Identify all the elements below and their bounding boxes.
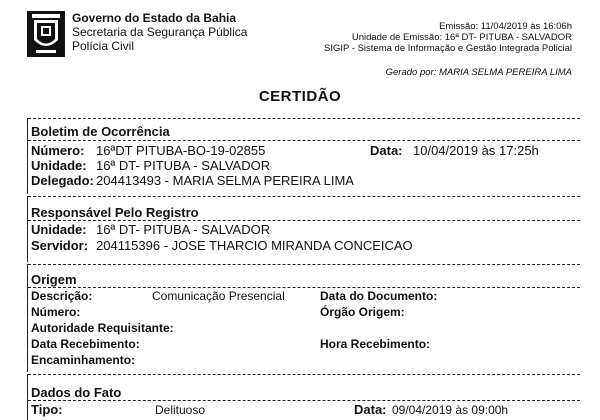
responsavel-unit: 16ª DT- PITUBA - SALVADOR bbox=[96, 222, 271, 237]
servidor-name: 204115396 - JOSE THARCIO MIRANDA CONCEICAO bbox=[96, 238, 413, 253]
boletim-section-title: Boletim de Ocorrência bbox=[31, 124, 170, 139]
emission-datetime: Emissão: 11/04/2019 às 16:06h bbox=[439, 21, 572, 32]
header-secretariat: Secretaria da Segurança Pública bbox=[72, 25, 248, 39]
sigip-system: SIGIP - Sistema de Informação e Gestão Integrada Policial bbox=[323, 43, 572, 54]
fato-section-title: Dados do Fato bbox=[31, 385, 122, 400]
descricao-label: Descrição: bbox=[31, 289, 93, 303]
data-recebimento-label: Data Recebimento: bbox=[31, 337, 140, 351]
boletim-date: 10/04/2019 às 17:25h bbox=[413, 143, 539, 158]
fato-data-label: Data: bbox=[354, 402, 387, 417]
boletim-unit: 16ª DT- PITUBA - SALVADOR bbox=[96, 158, 271, 173]
section-divider bbox=[28, 287, 580, 288]
unidade-label: Unidade: bbox=[31, 222, 87, 237]
section-divider bbox=[28, 140, 580, 141]
section-border bbox=[27, 118, 28, 194]
section-divider bbox=[28, 220, 580, 221]
data-documento-label: Data do Documento: bbox=[320, 289, 438, 303]
servidor-label: Servidor: bbox=[31, 238, 89, 253]
section-divider bbox=[28, 196, 580, 197]
section-divider bbox=[28, 118, 580, 119]
section-border bbox=[27, 374, 28, 420]
document-title: CERTIDÃO bbox=[258, 88, 342, 105]
tipo-label: Tipo: bbox=[31, 402, 63, 417]
boletim-number: 16ªDT PITUBA-BO-19-02855 bbox=[96, 143, 266, 158]
fato-type: Delituoso bbox=[155, 403, 206, 417]
encaminhamento-label: Encaminhamento: bbox=[31, 353, 136, 367]
autoridade-label: Autoridade Requisitante: bbox=[31, 321, 174, 335]
generated-by: Gerado por: MARIA SELMA PEREIRA LIMA bbox=[385, 67, 572, 78]
header-police: Polícia Civil bbox=[72, 39, 135, 53]
section-divider bbox=[28, 400, 580, 401]
section-divider bbox=[28, 374, 580, 375]
responsavel-section-title: Responsável Pelo Registro bbox=[31, 205, 199, 220]
origem-section-title: Origem bbox=[31, 272, 77, 287]
emission-unit: Unidade de Emissão: 16ª DT- PITUBA - SALVADOR bbox=[351, 32, 572, 43]
coat-of-arms-logo bbox=[26, 10, 66, 58]
origem-description: Comunicação Presencial bbox=[152, 289, 285, 303]
section-border bbox=[27, 196, 28, 262]
header-government: Governo do Estado da Bahia bbox=[72, 11, 237, 25]
origem-numero-label: Número: bbox=[31, 305, 81, 319]
fato-date: 09/04/2019 às 09:00h bbox=[392, 403, 509, 417]
delegado-name: 204413493 - MARIA SELMA PEREIRA LIMA bbox=[96, 173, 354, 188]
delegado-label: Delegado: bbox=[31, 173, 94, 188]
hora-recebimento-label: Hora Recebimento: bbox=[320, 337, 431, 351]
section-divider bbox=[28, 264, 580, 265]
orgao-origem-label: Órgão Origem: bbox=[320, 305, 405, 319]
unidade-label: Unidade: bbox=[31, 158, 87, 173]
data-label: Data: bbox=[370, 143, 403, 158]
section-border bbox=[27, 264, 28, 372]
numero-label: Número: bbox=[31, 143, 85, 158]
